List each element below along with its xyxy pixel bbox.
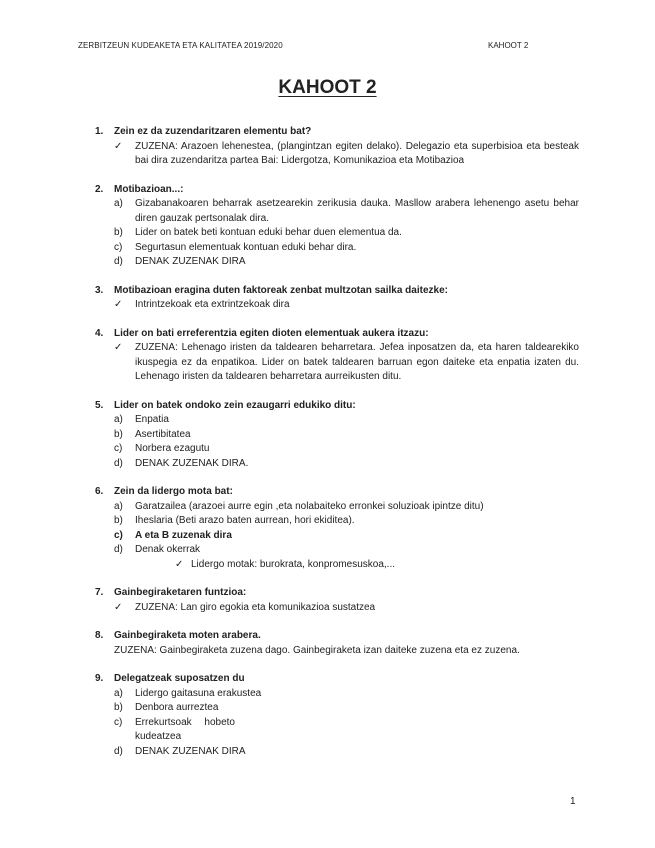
answer-text: Garatzailea (arazoei aurre egin ,eta nolabaiteko erronkei soluzioak ipintze ditu): [135, 500, 484, 512]
question-number: 8.: [95, 630, 104, 641]
question-number: 6.: [95, 486, 104, 497]
answer-item: [114, 543, 579, 558]
page-title: KAHOOT 2: [278, 77, 377, 98]
check-icon: ✓: [114, 601, 123, 613]
answer-item: [114, 197, 579, 226]
answer-text: ZUZENA: Gainbegiraketa zuzena dago. Gainbegiraketa izan daiteke zuzena eta ez zuzena.: [114, 644, 520, 656]
answer-text: Gizabanakoaren beharrak asetzearekin zerikusia dauka. Masllow arabera lehenengo asetu behar diren gauzak pertsonalak dira.: [135, 198, 579, 224]
answer-item: [114, 687, 579, 702]
question-heading: [95, 125, 579, 140]
question-5: [95, 399, 579, 472]
question-text: Gainbegiraketa moten arabera.: [114, 630, 261, 641]
question-number: 4.: [95, 327, 104, 339]
answer-text: ZUZENA: Arazoen lehenestea, (plangintzan egiten delako). Delegazio eta superbisioa eta besteak bai dira zuzendaritza partea Bai: Lidergotza, Komunikazioa eta Motibazioa: [135, 140, 579, 166]
answer-text: DENAK ZUZENAK DIRA.: [135, 457, 249, 469]
answer-text: Denak okerrak: [135, 544, 201, 555]
answer-item: [114, 413, 579, 428]
question-text: Motibazioan eragina duten faktoreak zenbat multzotan sailka daitezke:: [114, 284, 448, 296]
answer-text: Intrintzekoak eta extrintzekoak dira: [135, 299, 290, 310]
answer-text: A eta B zuzenak dira: [135, 529, 232, 541]
question-text: Zein da lidergo mota bat:: [114, 486, 233, 497]
answer-item: [114, 298, 579, 313]
question-7: [95, 586, 579, 615]
answer-item: [114, 341, 579, 385]
running-header-left: ZERBITZEUN KUDEAKETA ETA KALITATEA 2019/2020: [78, 41, 283, 50]
question-number: 7.: [95, 587, 104, 598]
answer-text: Errekurtsoak hobeto kudeatzea: [135, 716, 235, 742]
answer-item: [114, 241, 579, 256]
answer-item: [114, 601, 579, 616]
question-text: Gainbegiraketaren funtzioa:: [114, 587, 247, 598]
question-3: [95, 284, 579, 313]
item-marker: c): [114, 716, 123, 728]
answer-text: ZUZENA: Lehenago iristen da taldearen beharretara. Jefea inposatzen da, eta haren taldearekiko ikuspegia ez da enpatikoa. Lider on batek taldearen barruan egon daiteke eta enpatia izaten du. Lehenago iristen da taldearen beharretara aurreikusten ditu.: [135, 342, 579, 382]
question-number: 2.: [95, 183, 104, 195]
question-text: Lider on bati erreferentzia egiten dioten elementuak aukera itzazu:: [114, 327, 429, 339]
check-icon: ✓: [175, 558, 184, 570]
question-text: Motibazioan...:: [114, 183, 184, 195]
item-marker: a): [114, 414, 123, 425]
answer-text: Norbera ezagutu: [135, 443, 210, 454]
answer-item: [114, 255, 579, 270]
question-9: [95, 672, 579, 759]
question-4: [95, 327, 579, 385]
question-number: 5.: [95, 399, 104, 411]
item-marker: c): [114, 443, 123, 454]
answer-text: Enpatia: [135, 414, 169, 425]
question-text: Zein ez da zuzendaritzaren elementu bat?: [114, 126, 312, 137]
running-header-right: KAHOOT 2: [488, 41, 529, 50]
question-heading: [95, 183, 579, 198]
item-marker: a): [114, 687, 123, 699]
check-icon: ✓: [114, 140, 123, 152]
answer-text: DENAK ZUZENAK DIRA: [135, 256, 246, 267]
answer-item: [114, 140, 579, 169]
question-8: [95, 629, 579, 658]
question-1: [95, 125, 579, 169]
question-heading: [95, 399, 579, 414]
answer-item: [114, 226, 579, 241]
item-marker: d): [114, 256, 123, 267]
question-heading: [95, 586, 579, 601]
question-heading: [95, 672, 579, 687]
answer-item: [114, 514, 579, 529]
answer-text: Lidergo gaitasuna erakustea: [135, 687, 262, 699]
question-text: Delegatzeak suposatzen du: [114, 673, 245, 684]
item-marker: b): [114, 428, 123, 440]
answer-text: ZUZENA: Lan giro egokia eta komunikazioa sustatzea: [135, 601, 376, 613]
question-heading: [95, 485, 579, 500]
answer-item-correct: [114, 529, 579, 544]
question-heading: [95, 284, 579, 299]
item-marker: c): [114, 529, 123, 541]
answer-item: [114, 500, 579, 515]
answer-text: Iheslaria (Beti arazo baten aurrean, hori ekiditea).: [135, 515, 355, 526]
question-number: 9.: [95, 673, 104, 684]
item-marker: a): [114, 198, 123, 209]
item-marker: b): [114, 702, 123, 713]
question-list: [95, 125, 579, 773]
item-marker: d): [114, 745, 123, 757]
item-marker: b): [114, 515, 123, 526]
item-marker: b): [114, 227, 123, 238]
answer-text: Asertibitatea: [135, 428, 191, 440]
answer-text: Segurtasun elementuak kontuan eduki behar dira.: [135, 241, 357, 253]
check-icon: ✓: [114, 342, 123, 353]
answer-text: DENAK ZUZENAK DIRA: [135, 745, 246, 757]
question-number: 3.: [95, 284, 104, 296]
question-number: 1.: [95, 126, 104, 137]
question-heading: [95, 327, 579, 342]
question-text: Lider on batek ondoko zein ezaugarri edukiko ditu:: [114, 399, 356, 411]
check-icon: ✓: [114, 299, 123, 310]
sub-note: [175, 558, 579, 573]
item-marker: d): [114, 457, 123, 469]
answer-item: [114, 745, 579, 760]
answer-item: [114, 457, 579, 472]
item-marker: c): [114, 241, 123, 253]
item-marker: d): [114, 544, 123, 555]
answer-item: [114, 442, 579, 457]
question-heading: [95, 629, 579, 644]
answer-text: Lider on batek beti kontuan eduki behar duen elementua da.: [135, 227, 402, 238]
answer-item: [114, 716, 579, 745]
sub-note-text: Lidergo motak: burokrata, konpromesuskoa,...: [191, 558, 395, 570]
page-number: 1: [570, 796, 576, 807]
question-6: [95, 485, 579, 572]
item-marker: a): [114, 500, 123, 512]
answer-item: [114, 701, 579, 716]
answer-text: Denbora aurreztea: [135, 702, 219, 713]
question-2: [95, 183, 579, 270]
answer-item: [114, 428, 579, 443]
